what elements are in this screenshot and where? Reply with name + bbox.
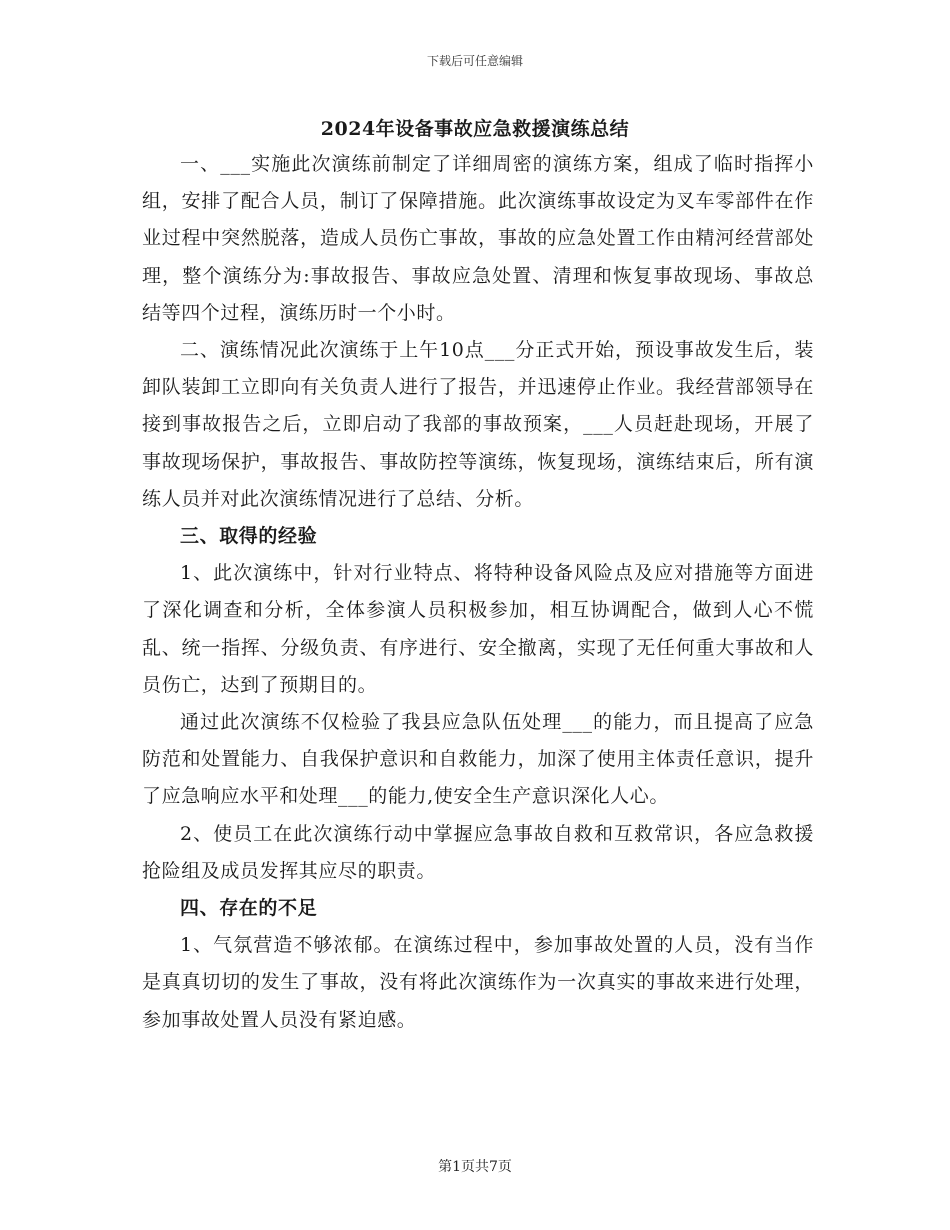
paragraph-experience-3: 2、使员工在此次演练行动中掌握应急事故自救和互救常识，各应急救援抢险组及成员发挥其应尽的职责。 <box>142 822 814 882</box>
document-body <box>142 146 814 1039</box>
paragraph-experience-1: 1、此次演练中，针对行业特点、将特种设备风险点及应对措施等方面进了深化调查和分析，全体参演人员积极参加，相互协调配合，做到人心不慌乱、统一指挥、分级负责、有序进行、安全撤离，实现了无任何重大事故和人员伤亡，达到了预期目的。 <box>142 562 814 696</box>
paragraph-section-1: 一、___实施此次演练前制定了详细周密的演练方案，组成了临时指挥小组，安排了配合人员，制订了保障措施。此次演练事故设定为叉车零部件在作业过程中突然脱落，造成人员伤亡事故，事故的应急处置工作由精河经营部处理，整个演练分为:事故报告、事故应急处置、清理和恢复事故现场、事故总结等四个过程，演练历时一个小时。 <box>142 153 814 324</box>
page-header: 下载后可任意编辑 <box>426 54 523 68</box>
paragraph-experience-2: 通过此次演练不仅检验了我县应急队伍处理___的能力，而且提高了应急防范和处置能力、自我保护意识和自救能力，加深了使用主体责任意识，提升了应急响应水平和处理___的能力,使安全生产意识深化人心。 <box>142 711 814 808</box>
document-title: 2024年设备事故应急救援演练总结 <box>320 118 630 140</box>
section-heading-shortcomings: 四、存在的不足 <box>180 897 318 920</box>
section-heading-experience: 三、取得的经验 <box>180 525 318 548</box>
page-number: 第1页共7页 <box>438 1159 512 1175</box>
paragraph-section-2: 二、演练情况此次演练于上午10点___分正式开始，预设事故发生后，装卸队装卸工立即向有关负责人进行了报告，并迅速停止作业。我经营部领导在接到事故报告之后，立即启动了我部的事故预案，___人员赶赴现场，开展了事故现场保护，事故报告、事故防控等演练，恢复现场，演练结束后，所有演练人员并对此次演练情况进行了总结、分析。 <box>142 339 814 510</box>
paragraph-shortcomings-1: 1、气氛营造不够浓郁。在演练过程中，参加事故处置的人员，没有当作是真真切切的发生了事故，没有将此次演练作为一次真实的事故来进行处理，参加事故处置人员没有紧迫感。 <box>142 934 814 1031</box>
